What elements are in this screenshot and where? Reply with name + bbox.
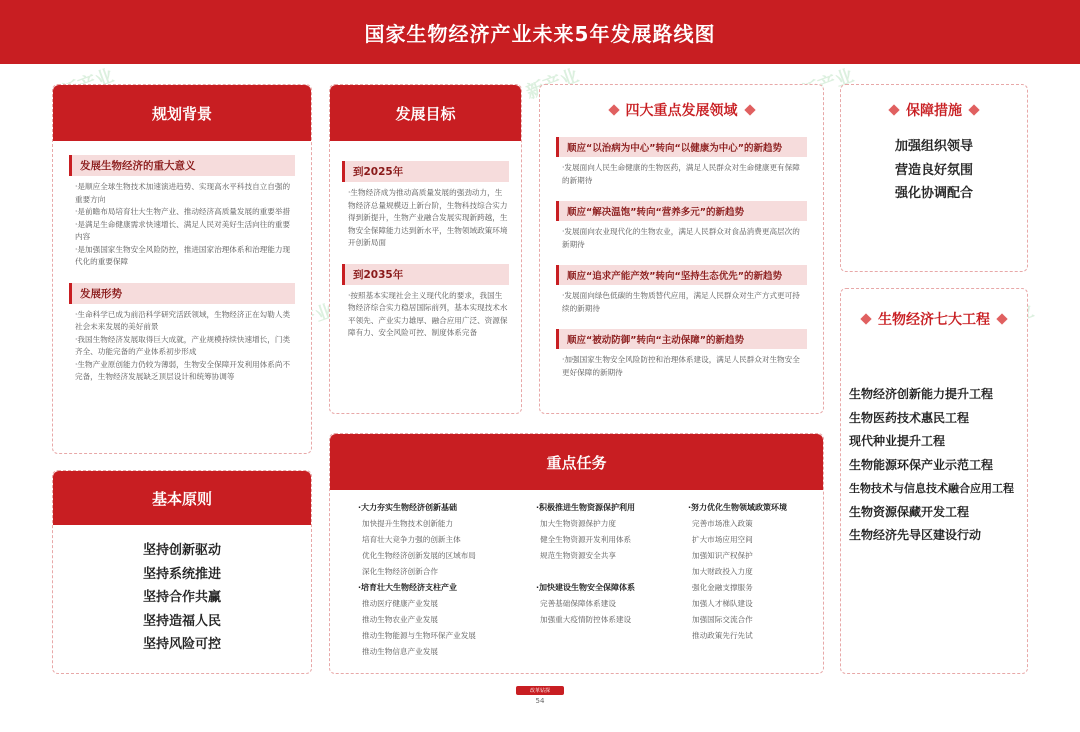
task-item: 加快提升生物技术创新能力	[362, 519, 454, 528]
task-item: 完善市场准入政策	[692, 519, 753, 528]
field-title: 顺应“追求产能产效”转向“坚持生态优先”的新趋势	[556, 265, 807, 285]
task-item: 强化金融支撑服务	[692, 583, 753, 592]
tasks-column	[536, 500, 688, 660]
task-item: 加强国际交流合作	[692, 615, 753, 624]
project-item: 生物技术与信息技术融合应用工程	[849, 482, 1014, 495]
goals-heading: 发展目标	[330, 85, 521, 141]
projects-heading: 生物经济七大工程	[878, 312, 990, 328]
principle-item: 坚持风险可控	[142, 637, 221, 652]
project-item: 生物经济创新能力提升工程	[849, 387, 994, 401]
measures-heading-row	[841, 85, 1027, 135]
projects-heading-row	[841, 289, 1027, 349]
diamond-icon	[608, 104, 619, 115]
task-item: 推动生物能源与生物环保产业发展	[362, 631, 476, 640]
background-card	[52, 84, 312, 454]
fields-card	[539, 84, 824, 414]
field-text: ·加强国家生物安全风险防控和治理体系建设，满足人民群众对生物安全更好保障的新期待	[562, 355, 800, 377]
background-bullet: ·我国生物经济发展取得巨大成就，产业规模持续快速增长，门类齐全、功能完备的产业体系初步形成	[75, 334, 291, 356]
background-bullet: ·是前瞻布局培育壮大生物产业、推动经济高质量发展的重要举措	[75, 207, 291, 216]
task-group-title: ·培育壮大生物经济支柱产业	[358, 583, 458, 592]
projects-card	[840, 288, 1028, 674]
watermark: 新产业	[798, 65, 857, 104]
field-text: ·发展面向农业现代化的生物农业，满足人民群众对食品消费更高层次的新期待	[562, 227, 800, 249]
task-group-title: ·大力夯实生物经济创新基础	[358, 503, 458, 512]
task-item: 深化生物经济创新合作	[362, 567, 438, 576]
principle-item: 坚持合作共赢	[142, 590, 221, 605]
task-item: 扩大市场应用空间	[692, 535, 753, 544]
task-item: 加大生物资源保护力度	[540, 519, 616, 528]
task-item: 完善基础保障体系建设	[540, 599, 616, 608]
diamond-icon	[744, 104, 755, 115]
fields-heading: 四大重点发展领域	[625, 103, 738, 119]
principles-heading: 基本原则	[53, 471, 311, 525]
task-item: 推动生物信息产业发展	[362, 647, 438, 656]
task-item: 培育壮大竞争力强的创新主体	[362, 535, 461, 544]
project-item: 生物经济先导区建设行动	[849, 528, 982, 542]
task-item: 优化生物经济创新发展的区域布局	[362, 551, 476, 560]
task-item: 加强人才梯队建设	[692, 599, 753, 608]
project-item: 生物医药技术惠民工程	[849, 410, 970, 425]
diamond-icon	[888, 104, 899, 115]
diamond-icon	[996, 313, 1007, 324]
measure-item: 营造良好氛围	[894, 162, 973, 178]
measures-heading: 保障措施	[906, 103, 962, 119]
principle-item: 坚持造福人民	[142, 613, 221, 629]
tasks-heading: 重点任务	[330, 434, 823, 490]
background-bullet: ·是顺应全球生物技术加速演进趋势、实现高水平科技自立自强的重要方向	[75, 182, 291, 204]
goals-group-title: 到2035年	[342, 264, 509, 285]
goals-card	[329, 84, 522, 414]
task-item: 加大财政投入力度	[692, 567, 753, 576]
task-item: 加强重大疫情防控体系建设	[540, 615, 632, 624]
page-footer	[516, 686, 564, 705]
background-bullet: ·是满足生命健康需求快速增长、满足人民对美好生活向往的重要内容	[75, 219, 291, 241]
field-title: 顺应“解决温饱”转向“营养多元”的新趋势	[556, 201, 807, 221]
task-item: 健全生物资源开发利用体系	[540, 535, 632, 544]
tasks-card	[329, 433, 824, 674]
principle-item: 坚持创新驱动	[142, 543, 221, 558]
measure-item: 加强组织领导	[894, 139, 973, 154]
background-heading: 规划背景	[53, 85, 311, 141]
page-title: 国家生物经济产业未来5年发展路线图	[364, 21, 716, 46]
fields-heading-row	[540, 85, 823, 135]
background-bullet: ·生物产业原创能力仍较为薄弱，生物安全保障开发利用体系尚不完备，生物经济发展缺乏顶层设计和统筹协调等	[75, 359, 291, 381]
field-text: ·发展面向人民生命健康的生物医药，满足人民群众对生命健康更有保障的新期待	[562, 163, 800, 185]
task-group-title: ·加快建设生物安全保障体系	[536, 583, 636, 592]
principles-card	[52, 470, 312, 674]
field-text: ·发展面向绿色低碳的生物质替代应用，满足人民群众对生产方式更可持续的新期待	[562, 291, 800, 313]
background-bullet: ·生命科学已成为前沿科学研究活跃领域，生物经济正在勾勒人类社会未来发展的美好前景	[75, 309, 291, 331]
measures-card	[840, 84, 1028, 272]
task-item: 推动生物农业产业发展	[362, 615, 438, 624]
tasks-column	[688, 500, 818, 660]
project-item: 生物能源环保产业示范工程	[849, 457, 994, 472]
project-item: 生物资源保藏开发工程	[849, 504, 970, 519]
diamond-icon	[860, 313, 871, 324]
task-item: 推动医疗健康产业发展	[362, 599, 438, 608]
task-item: 推动政策先行先试	[692, 631, 753, 640]
page-number: 54	[535, 697, 545, 705]
project-item: 现代种业提升工程	[849, 434, 946, 448]
task-item: 规范生物资源安全共享	[540, 551, 616, 560]
task-group-title: ·努力优化生物领域政策环境	[688, 503, 788, 512]
background-group-title: 发展形势	[69, 283, 295, 304]
footer-tag: 改革钻探	[516, 686, 564, 695]
goals-text: ·生物经济成为推动高质量发展的强劲动力，生物经济总量规模迈上新台阶，生物科技综合实力得到新提升，生物产业融合发展实现新跨越，生物安全保障能力达到新水平，生物领域政策环境开创新局面	[348, 188, 508, 247]
goals-group-title: 到2025年	[342, 161, 509, 182]
field-title: 顺应“以治病为中心”转向“以健康为中心”的新趋势	[556, 137, 807, 157]
background-bullet: ·是加强国家生物安全风险防控，推进国家治理体系和治理能力现代化的重要保障	[75, 244, 291, 266]
principle-item: 坚持系统推进	[142, 566, 221, 582]
goals-text: ·按照基本实现社会主义现代化的要求，我国生物经济综合实力稳居国际前列，基本实现技术水平领先、产业实力雄厚、融合应用广泛、资源保障有力、安全风险可控、制度体系完备	[348, 290, 508, 337]
tasks-column	[358, 500, 536, 660]
page-header	[0, 0, 1080, 64]
background-group-title: 发展生物经济的重大意义	[69, 155, 295, 176]
measure-item: 强化协调配合	[894, 186, 973, 201]
diamond-icon	[968, 104, 979, 115]
field-title: 顺应“被动防御”转向“主动保障”的新趋势	[556, 329, 807, 349]
task-group-title: ·积极推进生物资源保护利用	[536, 503, 636, 512]
task-item: 加强知识产权保护	[692, 551, 753, 560]
